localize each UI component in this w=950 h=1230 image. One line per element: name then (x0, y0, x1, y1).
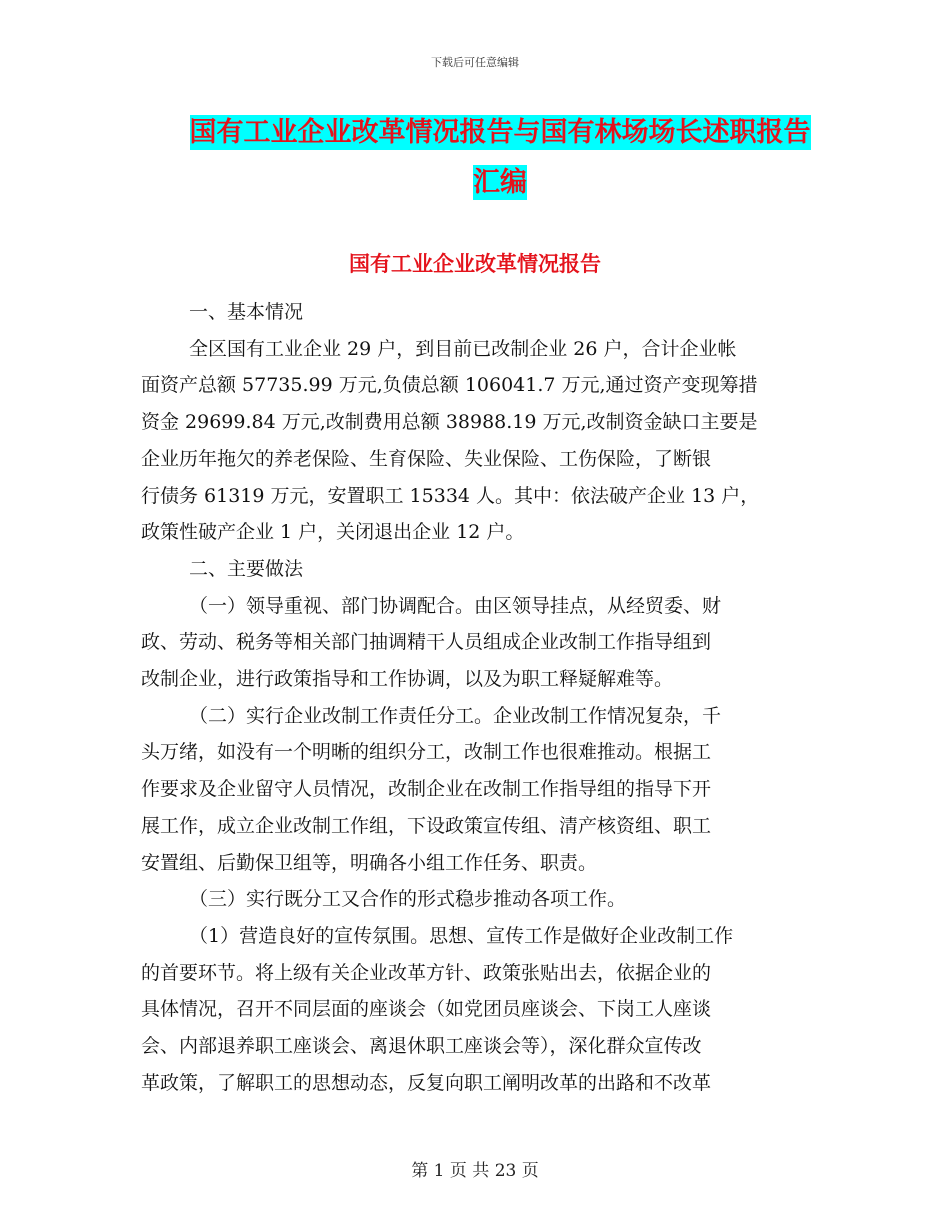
title-line-1: 国有工业企业改革情况报告与国有林场场长述职报告 (189, 117, 811, 148)
paragraph-line: （1）营造良好的宣传氛围。思想、宣传工作是做好企业改制工作 (189, 924, 734, 947)
body-text (141, 294, 809, 1101)
paragraph-line: 改制企业，进行政策指导和工作协调，以及为职工释疑解难等。 (141, 668, 674, 691)
paragraph-line: 资金 29699.84 万元,改制费用总额 38988.19 万元,改制资金缺口主要是 (141, 411, 758, 434)
header-note: 下载后可任意编辑 (431, 56, 519, 69)
paragraph-line: 作要求及企业留守人员情况，改制企业在改制工作指导组的指导下开 (141, 778, 712, 801)
paragraph-line: （二）实行企业改制工作责任分工。企业改制工作情况复杂，千 (189, 704, 722, 727)
paragraph-line: 政策性破产企业 1 户，关闭退出企业 12 户。 (141, 521, 525, 544)
paragraph-line: 政、劳动、税务等相关部门抽调精干人员组成企业改制工作指导组到 (141, 631, 712, 654)
paragraph-line: 革政策，了解职工的思想动态，反复向职工阐明改革的出路和不改革 (141, 1071, 712, 1094)
paragraph-line: 安置组、后勤保卫组等，明确各小组工作任务、职责。 (141, 851, 598, 874)
section-title: 国有工业企业改革情况报告 (349, 252, 601, 276)
paragraph-line: 展工作，成立企业改制工作组，下设政策宣传组、清产核资组、职工 (141, 814, 712, 837)
heading-main-practices: 二、主要做法 (189, 557, 304, 580)
document-title (180, 108, 820, 208)
paragraph-line: 面资产总额 57735.99 万元,负债总额 106041.7 万元,通过资产变现筹措 (141, 374, 758, 397)
page-number-footer: 第 1 页 共 23 页 (411, 1161, 539, 1181)
heading-basic-situation: 一、基本情况 (189, 301, 304, 323)
paragraph-line: 具体情况，召开不同层面的座谈会（如党团员座谈会、下岗工人座谈 (141, 998, 712, 1021)
paragraph-line: 的首要环节。将上级有关企业改革方针、政策张贴出去，依据企业的 (141, 961, 712, 984)
title-line-2: 汇编 (473, 167, 527, 198)
paragraph-line: 全区国有工业企业 29 户，到目前已改制企业 26 户，合计企业帐 (189, 337, 737, 360)
paragraph-line: （一）领导重视、部门协调配合。由区领导挂点，从经贸委、财 (189, 594, 722, 617)
paragraph-line: （三）实行既分工又合作的形式稳步推动各项工作。 (189, 888, 627, 911)
paragraph-line: 企业历年拖欠的养老保险、生育保险、失业保险、工伤保险，了断银 (141, 447, 712, 470)
paragraph-line: 会、内部退养职工座谈会、离退休职工座谈会等），深化群众宣传改 (141, 1035, 702, 1058)
paragraph-line: 头万绪，如没有一个明晰的组织分工，改制工作也很难推动。根据工 (141, 741, 712, 764)
paragraph-line: 行债务 61319 万元，安置职工 15334 人。其中：依法破产企业 13 户， (141, 484, 760, 507)
